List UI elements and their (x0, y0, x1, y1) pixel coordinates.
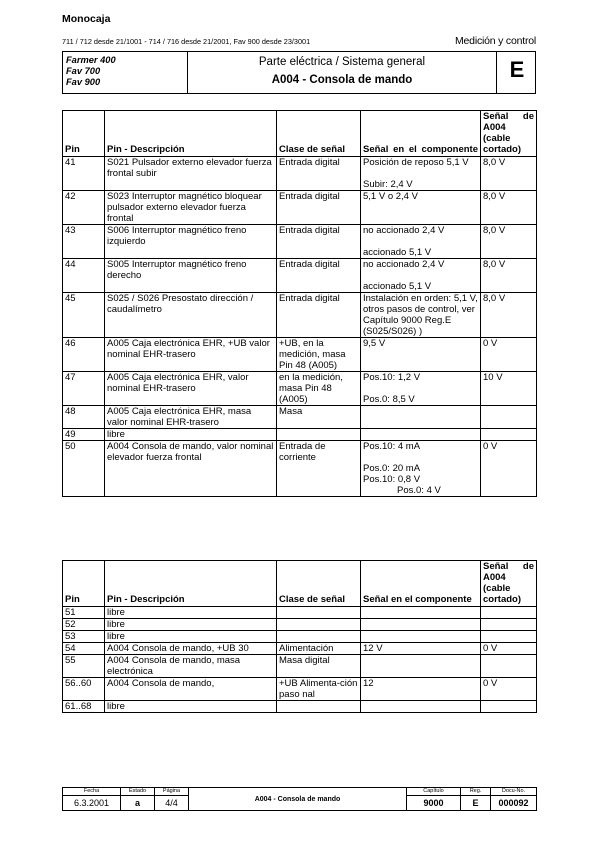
a004-signal: 10 V (481, 372, 537, 406)
signal-line: 5,1 V o 2,4 V (363, 191, 418, 202)
header-description: Pin - Descripción (105, 111, 277, 157)
table-row (63, 441, 537, 497)
pin-description: A005 Caja electrónica EHR, valor nominal EHR-trasero (105, 372, 277, 406)
table-row (63, 338, 537, 372)
pin-description: libre (105, 631, 277, 643)
signal-class: Entrada digital (277, 225, 361, 259)
pin-number: 41 (63, 157, 105, 191)
header-component-signal: Señal en el componente (361, 111, 481, 157)
page-subtitle: Parte eléctrica / Sistema general (258, 56, 426, 68)
signal-line: no accionado 2,4 V (363, 225, 445, 236)
component-signal (361, 406, 481, 429)
a004-signal: 0 V (481, 643, 537, 655)
footer-chapter: 9000 (407, 796, 461, 811)
signal-class: Entrada de corriente (277, 441, 361, 497)
table-row (63, 631, 537, 643)
component-signal (361, 429, 481, 441)
signal-line: Pos.10: 0,8 V (363, 474, 421, 485)
component-signal (361, 655, 481, 678)
pin-description: libre (105, 701, 277, 713)
signal-line: Instalación en orden: 5,1 V, otros pasos de control, ver Capítulo 9000 Reg.E (S025/S026) ) (363, 293, 478, 337)
component-signal (361, 372, 481, 406)
footer-label-status: Estado (121, 788, 155, 796)
pin-description: A005 Caja electrónica EHR, masa valor nominal EHR-trasero (105, 406, 277, 429)
component-signal: 12 V (361, 643, 481, 655)
table-row (63, 678, 537, 701)
table-row (63, 701, 537, 713)
table-row (63, 293, 537, 338)
register-letter: E (509, 57, 525, 82)
signal-line (363, 383, 478, 394)
component-signal (361, 225, 481, 259)
signal-line (363, 270, 478, 281)
signal-class: en la medición, masa Pin 48 (A005) (277, 372, 361, 406)
a004-signal (481, 607, 537, 619)
signal-class: Masa digital (277, 655, 361, 678)
a004-signal (481, 631, 537, 643)
footer-date: 6.3.2001 (63, 796, 121, 811)
model-label: Fav 900 (66, 77, 101, 87)
pin-number: 55 (63, 655, 105, 678)
component-signal (361, 607, 481, 619)
signal-line: Subir: 2,4 V (363, 179, 413, 190)
table-row (63, 225, 537, 259)
signal-line: Pos.0: 8,5 V (363, 394, 415, 405)
pin-number: 47 (63, 372, 105, 406)
header-signal-class: Clase de señal (277, 561, 361, 607)
a004-signal: 8,0 V (481, 259, 537, 293)
component-signal (361, 701, 481, 713)
table-row (63, 157, 537, 191)
component-signal (361, 259, 481, 293)
header-pin: Pin (63, 111, 105, 157)
pin-description: A004 Consola de mando, masa electrónica (105, 655, 277, 678)
page-title: A004 - Consola de mando (271, 74, 413, 86)
section-label: Medición y control (455, 35, 537, 47)
pin-number: 54 (63, 643, 105, 655)
a004-signal (481, 619, 537, 631)
footer-label-docu: Docu-No. (491, 788, 537, 796)
signal-line (363, 452, 478, 463)
signal-line: no accionado 2,4 V (363, 259, 445, 270)
pin-description: S025 / S026 Presostato dirección / caudalímetro (105, 293, 277, 338)
signal-class (277, 607, 361, 619)
signal-line: Pos.10: 4 mA (363, 441, 421, 452)
table-row (63, 643, 537, 655)
signal-line: Pos.10: 1,2 V (363, 372, 421, 383)
signal-class: +UB, en la medición, masa Pin 48 (A005) (277, 338, 361, 372)
footer-page: 4/4 (155, 796, 189, 811)
signal-line: Pos.0: 4 V (397, 485, 441, 496)
signal-class: Masa (277, 406, 361, 429)
models-line: 711 / 712 desde 21/1001 - 714 / 716 desde 21/2001, Fav 900 desde 23/3001 (62, 37, 311, 46)
footer (62, 787, 536, 813)
pin-number: 56..60 (63, 678, 105, 701)
pin-description: S006 Interruptor magnético freno izquierdo (105, 225, 277, 259)
model-label: Fav 700 (66, 66, 101, 76)
signal-line: Posición de reposo 5,1 V (363, 157, 469, 168)
table-row (63, 607, 537, 619)
signal-class (277, 619, 361, 631)
signal-class (277, 429, 361, 441)
header-description: Pin - Descripción (105, 561, 277, 607)
signal-line (363, 168, 478, 179)
a004-signal: 0 V (481, 678, 537, 701)
a004-signal: 0 V (481, 338, 537, 372)
signal-line: accionado 5,1 V (363, 281, 432, 292)
pin-number: 50 (63, 441, 105, 497)
a004-signal: 0 V (481, 441, 537, 497)
table-row (63, 619, 537, 631)
header-component-signal: Señal en el componente (361, 561, 481, 607)
table-row (63, 191, 537, 225)
pin-description: S023 Interruptor magnético bloquear pulsador externo elevador fuerza frontal (105, 191, 277, 225)
model-label: Farmer 400 (66, 55, 116, 65)
footer-docu-no: 000092 (491, 796, 537, 811)
a004-signal: 8,0 V (481, 293, 537, 338)
footer-reg: E (461, 796, 491, 811)
a004-signal (481, 429, 537, 441)
signal-line (363, 406, 478, 417)
footer-status: a (121, 796, 155, 811)
signal-class: Entrada digital (277, 157, 361, 191)
header-a004-signal: Señal de A004 (cable cortado) (481, 111, 537, 157)
table-row (63, 429, 537, 441)
footer-label-chapter: Capítulo (407, 788, 461, 796)
pin-number: 51 (63, 607, 105, 619)
signal-line: accionado 5,1 V (363, 247, 432, 258)
pin-description: A005 Caja electrónica EHR, +UB valor nominal EHR-trasero (105, 338, 277, 372)
table-row (63, 372, 537, 406)
footer-title: A004 - Consola de mando (189, 788, 407, 811)
pin-description: S005 Interruptor magnético freno derecho (105, 259, 277, 293)
document-title: Monocaja (62, 13, 111, 25)
footer-label-reg: Reg. (461, 788, 491, 796)
pin-table-2 (62, 560, 537, 713)
pin-table-1 (62, 110, 537, 497)
pin-description: libre (105, 429, 277, 441)
signal-class: Alimentación (277, 643, 361, 655)
header-box (62, 51, 536, 94)
a004-signal (481, 655, 537, 678)
pin-description: A004 Consola de mando, valor nominal elevador fuerza frontal (105, 441, 277, 497)
signal-class (277, 631, 361, 643)
pin-number: 44 (63, 259, 105, 293)
pin-number: 53 (63, 631, 105, 643)
signal-line: 9,5 V (363, 338, 386, 349)
table-row (63, 406, 537, 429)
pin-number: 43 (63, 225, 105, 259)
pin-description: S021 Pulsador externo elevador fuerza frontal subir (105, 157, 277, 191)
signal-class: Entrada digital (277, 259, 361, 293)
component-signal (361, 631, 481, 643)
signal-line (363, 429, 478, 440)
a004-signal: 8,0 V (481, 191, 537, 225)
component-signal (361, 293, 481, 338)
pin-number: 42 (63, 191, 105, 225)
component-signal (361, 338, 481, 372)
table-row (63, 655, 537, 678)
signal-class: Entrada digital (277, 293, 361, 338)
signal-class: Entrada digital (277, 191, 361, 225)
pin-number: 45 (63, 293, 105, 338)
pin-number: 52 (63, 619, 105, 631)
pin-description: A004 Consola de mando, (105, 678, 277, 701)
signal-line: Pos.0: 20 mA (363, 463, 421, 474)
signal-line (363, 236, 478, 247)
component-signal (361, 157, 481, 191)
component-signal (361, 619, 481, 631)
footer-label-page: Página (155, 788, 189, 796)
component-signal (361, 191, 481, 225)
table-row (63, 259, 537, 293)
signal-class: +UB Alimenta-ción paso nal (277, 678, 361, 701)
footer-label-date: Fecha (63, 788, 121, 796)
a004-signal: 8,0 V (481, 225, 537, 259)
signal-class (277, 701, 361, 713)
header-signal-class: Clase de señal (277, 111, 361, 157)
pin-number: 61..68 (63, 701, 105, 713)
pin-number: 46 (63, 338, 105, 372)
component-signal: 12 (361, 678, 481, 701)
header-pin: Pin (63, 561, 105, 607)
a004-signal: 8,0 V (481, 157, 537, 191)
pin-number: 49 (63, 429, 105, 441)
pin-number: 48 (63, 406, 105, 429)
pin-description: libre (105, 607, 277, 619)
a004-signal (481, 701, 537, 713)
component-signal (361, 441, 481, 497)
pin-description: libre (105, 619, 277, 631)
header-a004-signal: Señal de A004 (cable cortado) (481, 561, 537, 607)
pin-description: A004 Consola de mando, +UB 30 (105, 643, 277, 655)
a004-signal (481, 406, 537, 429)
